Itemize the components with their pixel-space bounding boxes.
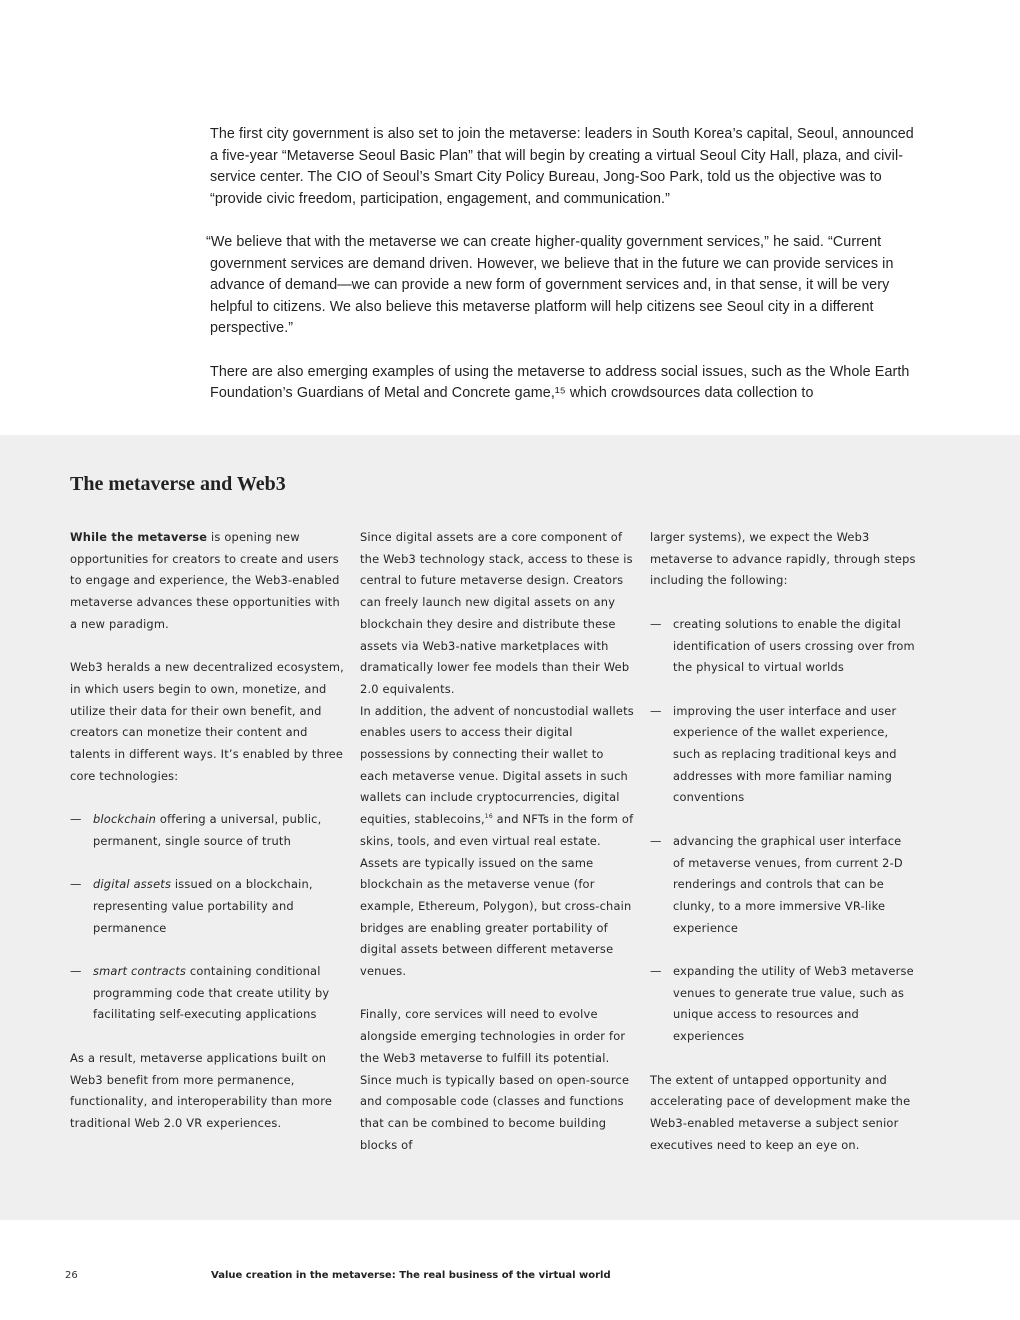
col2-paragraph-2-a: In addition, the advent of noncustodial wallets enables users to access their digital possessions by connecting their wallet to each metaverse venue. Digital assets in such wallets can include cryptocurrencies, digital equities, stablecoins, bbox=[360, 703, 634, 827]
col1-lead: While the metaverse bbox=[70, 530, 208, 544]
dash-bullet: — bbox=[650, 616, 662, 631]
col2-paragraph-3: Finally, core services will need to evolve alongside emerging technologies in order for the Web3 metaverse to fulfill its potential. Since much is typically based on open-source and composable code (classes and functions that can be combined to become building blocks of bbox=[360, 1007, 630, 1152]
col2-paragraph-2-b: and NFTs in the form of skins, tools, and even virtual real estate. Assets are typically issued on the same blockchain as the metaverse venue (for example, Ethereum, Polygon), but cross-chain bridges are enabling greater portability of digital assets between different metaverse venues. bbox=[360, 812, 634, 979]
col1-paragraph-1-rest: is opening new opportunities for creators to create and users to engage and experience, the Web3-enabled metaverse advances these opportunities with a new paradigm. bbox=[70, 530, 340, 631]
list-item bbox=[70, 809, 346, 852]
intro-text bbox=[206, 124, 922, 426]
list-item bbox=[70, 961, 346, 1026]
col1-paragraph-3: As a result, metaverse applications built on Web3 benefit from more permanence, functionality, and interoperability than more traditional Web 2.0 VR experiences. bbox=[70, 1050, 333, 1130]
dash-bullet: — bbox=[650, 703, 662, 718]
list-item-text: issued on a blockchain, representing value portability and permanence bbox=[93, 877, 313, 935]
col2-paragraph-2 bbox=[360, 701, 634, 983]
list-item bbox=[650, 961, 916, 1048]
col3-paragraph-1: larger systems), we expect the Web3 metaverse to advance rapidly, through steps including the following: bbox=[650, 530, 916, 588]
dash-bullet: — bbox=[650, 964, 662, 978]
list-item-text: offering a universal, public, permanent, single source of truth bbox=[93, 812, 322, 848]
dash-bullet: — bbox=[70, 877, 82, 892]
list-item-text: containing conditional programming code that create utility by facilitating self-executing applications bbox=[93, 964, 330, 1022]
intro-paragraph-3: There are also emerging examples of using the metaverse to address social issues, such as the Whole Earth Foundation’s Guardians of Metal and Concrete game,¹⁵ which crowdsources data collection to bbox=[210, 363, 910, 402]
list-item-term: blockchain bbox=[93, 812, 157, 827]
list-item-text: improving the user interface and user experience of the wallet experience, such as replacing traditional keys and addresses with more familiar naming conventions bbox=[673, 703, 897, 805]
col1-paragraph-1 bbox=[70, 527, 346, 636]
intro-paragraph-quote: “We believe that with the metaverse we can create higher-quality government services,” he said. “Current government services are demand driven. However, we believe that in the future we can provide services in advance of demand—we can provide a new form of government services and, in that sense, it will be very helpful to citizens. We also believe this metaverse platform will help citizens see Seoul city in a different perspective.” bbox=[206, 233, 894, 337]
intro-paragraph-1: The first city government is also set to join the metaverse: leaders in South Korea’s capital, Seoul, announced a five-year “Metaverse Seoul Basic Plan” that will begin by creating a virtual Seoul City Hall, plaza, and civil-service center. The CIO of Seoul’s Smart City Policy Bureau, Jong-Soo Park, told us the objective was to “provide civic freedom, participation, engagement, and communication.” bbox=[210, 126, 914, 207]
page-number: 26 bbox=[65, 1270, 78, 1281]
dash-bullet: — bbox=[650, 833, 662, 848]
footnote-marker: 16 bbox=[484, 813, 493, 821]
sidebar-column-2 bbox=[360, 527, 634, 1178]
col1-paragraph-2: Web3 heralds a new decentralized ecosystem, in which users begin to own, monetize, and utilize their data for their own benefit, and creators can monetize their content and talents in different ways. It’s enabled by three core technologies: bbox=[70, 660, 344, 783]
running-footer-title: Value creation in the metaverse: The real business of the virtual world bbox=[211, 1270, 611, 1281]
dash-bullet: — bbox=[70, 812, 82, 827]
steps-list bbox=[650, 614, 916, 1048]
dash-bullet: — bbox=[70, 964, 82, 978]
list-item-term: digital assets bbox=[93, 877, 172, 892]
list-item-text: creating solutions to enable the digital identification of users crossing over from the physical to virtual worlds bbox=[673, 616, 915, 675]
list-item-term: smart contracts bbox=[93, 964, 187, 978]
core-technologies-list bbox=[70, 809, 346, 1026]
list-item bbox=[70, 874, 346, 939]
col3-paragraph-2: The extent of untapped opportunity and accelerating pace of development make the Web3-enabled metaverse a subject senior executives need to keep an eye on. bbox=[650, 1072, 911, 1152]
sidebar-column-1 bbox=[70, 527, 346, 1156]
col2-paragraph-1: Since digital assets are a core component of the Web3 technology stack, access to these is central to future metaverse design. Creators can freely launch new digital assets on any blockchain they desire and distribute these assets via Web3-native marketplaces with dramatically lower fee models than their Web 2.0 equivalents. bbox=[360, 530, 633, 696]
list-item-text: expanding the utility of Web3 metaverse venues to generate true value, such as unique access to resources and experiences bbox=[673, 964, 914, 1044]
list-item-text: advancing the graphical user interface of metaverse venues, from current 2-D renderings and controls that can be clunky, to a more immersive VR-like experience bbox=[673, 833, 903, 935]
sidebar-title: The metaverse and Web3 bbox=[70, 473, 286, 495]
sidebar-column-3 bbox=[650, 527, 916, 1178]
list-item bbox=[650, 831, 916, 940]
list-item bbox=[650, 701, 916, 810]
list-item bbox=[650, 614, 916, 679]
